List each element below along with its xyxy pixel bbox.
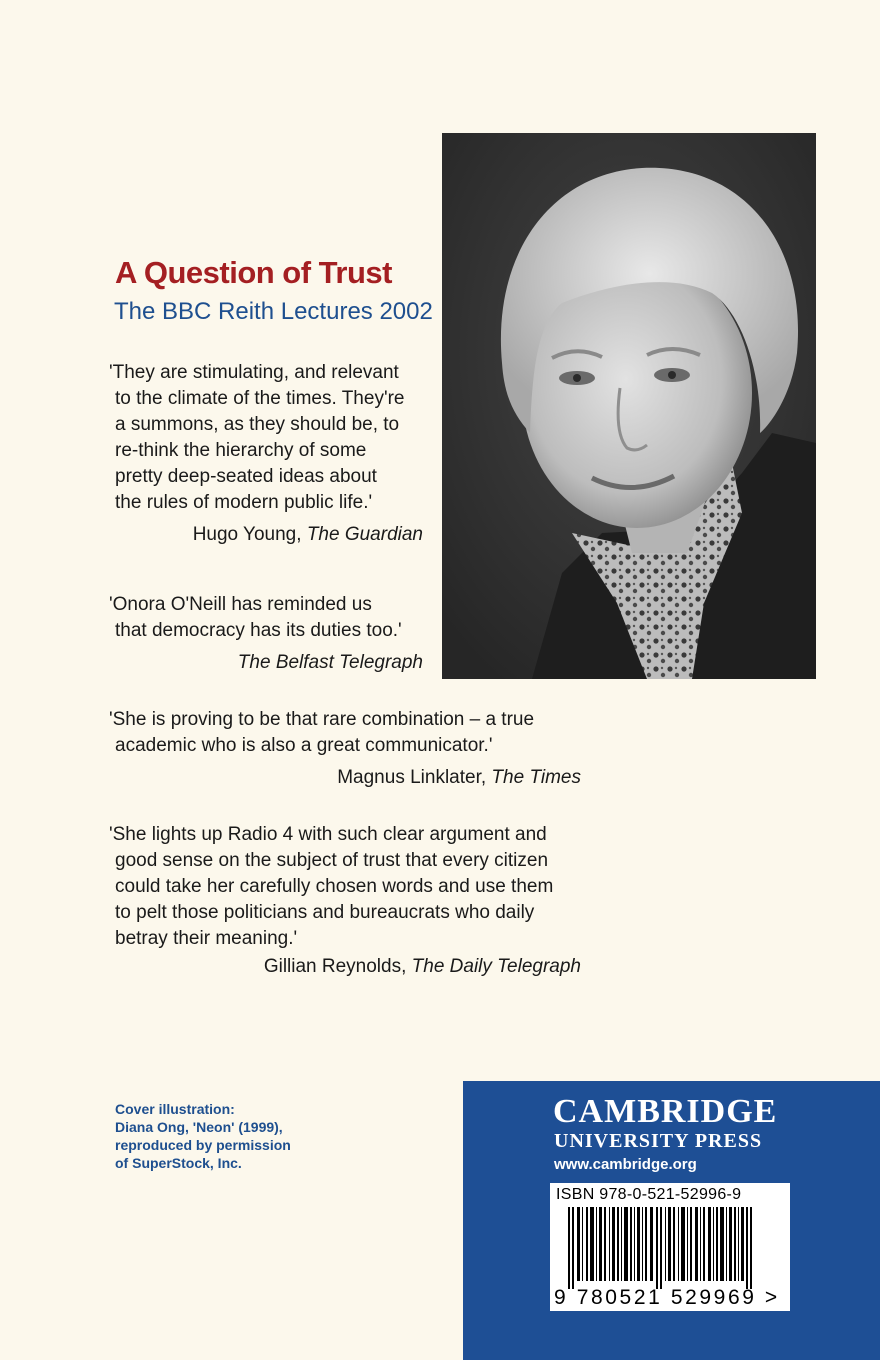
quote-line: that democracy has its duties too.' (115, 620, 402, 641)
quote-line: 'They are stimulating, and relevant (109, 362, 399, 383)
author-photo (442, 133, 816, 679)
isbn-barcode (550, 1183, 790, 1311)
credit-line: reproduced by permission (115, 1137, 291, 1153)
review-quote-3 (109, 707, 581, 791)
review-quote-1 (109, 360, 423, 548)
isbn-text: ISBN 978-0-521-52996-9 (556, 1186, 742, 1203)
credit-line: Diana Ong, 'Neon' (1999), (115, 1119, 283, 1135)
author-portrait-image (442, 133, 816, 679)
attribution-author: Hugo Young, (192, 524, 307, 545)
publisher-name: CAMBRIDGE (553, 1093, 778, 1130)
credit-line: of SuperStock, Inc. (115, 1155, 242, 1171)
barcode-bars (568, 1207, 768, 1289)
quote-line: could take her carefully chosen words and use them (115, 876, 554, 897)
cover-illustration-credit (115, 1100, 335, 1172)
quote-line: betray their meaning.' (115, 928, 298, 949)
quote-line: good sense on the subject of trust that every citizen (115, 850, 549, 871)
attribution-author: Magnus Linklater, (337, 767, 492, 788)
ean-digits: 9 780521 529969 > (554, 1286, 780, 1309)
credit-line: Cover illustration: (115, 1101, 235, 1117)
quote-attribution (109, 765, 581, 791)
book-title: A Question of Trust (115, 255, 392, 290)
quote-attribution (109, 522, 423, 548)
quote-line: a summons, as they should be, to (115, 414, 400, 435)
quote-attribution (109, 954, 581, 980)
quote-line: to pelt those politicians and bureaucrats who daily (115, 902, 535, 923)
quote-line: 'Onora O'Neill has reminded us (109, 594, 372, 615)
quote-line: 'She is proving to be that rare combination – a true (109, 709, 535, 730)
attribution-source: The Guardian (306, 524, 423, 545)
quote-line: 'She lights up Radio 4 with such clear argument and (109, 824, 547, 845)
quote-line: re-think the hierarchy of some (115, 440, 367, 461)
publisher-url[interactable]: www.cambridge.org (554, 1156, 697, 1173)
review-quote-4 (109, 822, 581, 980)
publisher-press: UNIVERSITY PRESS (554, 1130, 763, 1152)
attribution-source: The Daily Telegraph (411, 956, 581, 977)
publisher-panel (463, 1081, 880, 1360)
review-quote-2 (109, 592, 423, 676)
quote-attribution (109, 650, 423, 676)
quote-line: academic who is also a great communicator.' (115, 735, 493, 756)
attribution-author: Gillian Reynolds, (263, 956, 412, 977)
quote-line: to the climate of the times. They're (115, 388, 405, 409)
attribution-source: The Belfast Telegraph (237, 652, 423, 673)
book-subtitle: The BBC Reith Lectures 2002 (114, 298, 433, 325)
quote-line: pretty deep-seated ideas about (115, 466, 377, 487)
quote-line: the rules of modern public life.' (115, 492, 373, 513)
attribution-source: The Times (491, 767, 581, 788)
